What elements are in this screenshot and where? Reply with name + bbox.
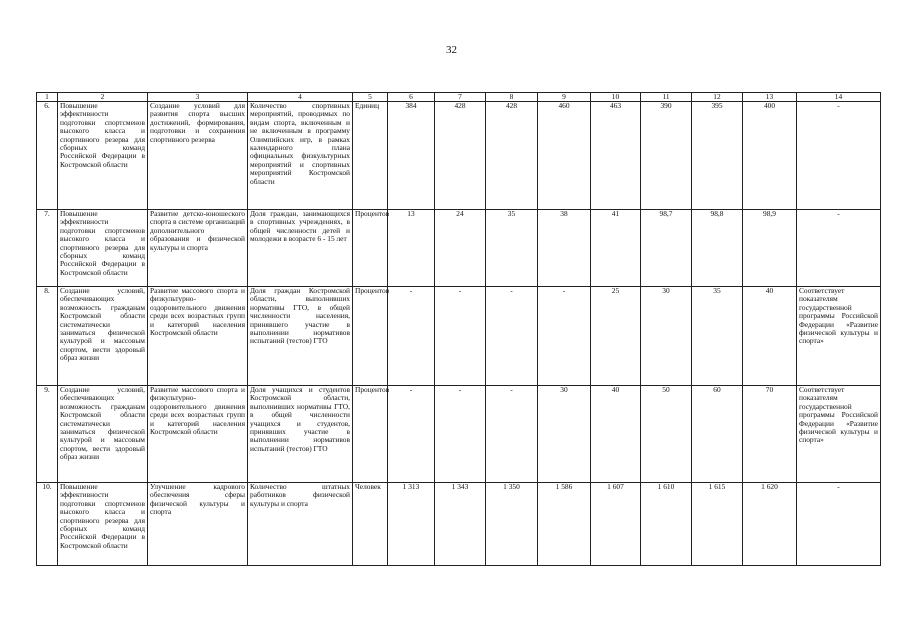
value-cell: - — [538, 287, 591, 386]
indicators-table — [36, 92, 881, 566]
value-cell: 98,8 — [692, 210, 743, 287]
note-cell: - — [797, 210, 881, 287]
goal-cell: Повышение эффективности подготовки спортсменов высокого класса и спортивного резерва для сборных команд Российской Федерации в Костромской области — [58, 210, 148, 287]
value-cell: - — [388, 386, 435, 483]
page-number: 32 — [446, 44, 457, 56]
value-cell: - — [435, 287, 486, 386]
value-cell: 400 — [743, 102, 797, 210]
header-cell: 1 — [37, 93, 58, 102]
task-cell: Развитие массового спорта и физкультурно-оздоровительного движения среди всех возрастных групп и категорий населения Костромской области — [148, 287, 248, 386]
indicator-cell: Количество спортивных мероприятий, проводимых по видам спорта, включенным и не включенным в программу Олимпийских игр, в рамках календарного плана официальных физкультурных мероприятий и спортивных мероприятий Костромской области — [248, 102, 353, 210]
table-row — [37, 102, 881, 210]
header-cell: 3 — [148, 93, 248, 102]
value-cell: 50 — [641, 386, 692, 483]
indicator-cell: Доля граждан, занимающихся в спортивных учреждениях, в общей численности детей и молодежи в возрасте 6 - 15 лет — [248, 210, 353, 287]
unit-cell: Процентов — [353, 287, 388, 386]
value-cell: 35 — [486, 210, 538, 287]
value-cell: 1 610 — [641, 483, 692, 566]
value-cell: 98,7 — [641, 210, 692, 287]
value-cell: 13 — [388, 210, 435, 287]
value-cell: 428 — [435, 102, 486, 210]
header-cell: 6 — [388, 93, 435, 102]
unit-cell: Человек — [353, 483, 388, 566]
value-cell: 1 615 — [692, 483, 743, 566]
header-cell: 2 — [58, 93, 148, 102]
header-cell: 11 — [641, 93, 692, 102]
value-cell: 35 — [692, 287, 743, 386]
row-number: 8. — [37, 287, 58, 386]
task-cell: Создание условий для развития спорта высших достижений, формирования, подготовки и сохранения спортивного резерва — [148, 102, 248, 210]
value-cell: 41 — [591, 210, 641, 287]
indicator-cell: Количество штатных работников физической культуры и спорта — [248, 483, 353, 566]
value-cell: 40 — [743, 287, 797, 386]
value-cell: 1 586 — [538, 483, 591, 566]
note-cell: - — [797, 483, 881, 566]
value-cell: 460 — [538, 102, 591, 210]
goal-cell: Создание условий, обеспечивающих возможность гражданам Костромской области систематически заниматься физической культурой и массовым спортом, вести здоровый образ жизни — [58, 287, 148, 386]
row-number: 7. — [37, 210, 58, 287]
header-cell: 13 — [743, 93, 797, 102]
goal-cell: Повышение эффективности подготовки спортсменов высокого класса и спортивного резерва для сборных команд Российской Федерации в Костромской области — [58, 483, 148, 566]
task-cell: Развитие массового спорта и физкультурно-оздоровительного движения среди всех возрастных групп и категорий населения Костромской области — [148, 386, 248, 483]
value-cell: 30 — [538, 386, 591, 483]
header-cell: 4 — [248, 93, 353, 102]
indicator-cell: Доля учащихся и студентов Костромской области, выполнивших нормативы ГТО, в общей численности учащихся и студентов, принявших участие в выполнении нормативов испытаний (тестов) ГТО — [248, 386, 353, 483]
table-row — [37, 287, 881, 386]
row-number: 10. — [37, 483, 58, 566]
value-cell: - — [486, 386, 538, 483]
value-cell: 25 — [591, 287, 641, 386]
value-cell: - — [486, 287, 538, 386]
indicator-cell: Доля граждан Костромской области, выполнивших нормативы ГТО, в общей численности населения, принявшего участие в выполнении нормативов испытаний (тестов) ГТО — [248, 287, 353, 386]
value-cell: 395 — [692, 102, 743, 210]
value-cell: - — [435, 386, 486, 483]
header-cell: 14 — [797, 93, 881, 102]
task-cell: Развитие детско-юношеского спорта в системе организаций дополнительного образования и физической культуры и спорта — [148, 210, 248, 287]
value-cell: 98,9 — [743, 210, 797, 287]
unit-cell: Процентов — [353, 210, 388, 287]
value-cell: - — [388, 287, 435, 386]
task-cell: Улучшение кадрового обеспечения сферы физической культуры и спорта — [148, 483, 248, 566]
value-cell: 24 — [435, 210, 486, 287]
value-cell: 463 — [591, 102, 641, 210]
value-cell: 40 — [591, 386, 641, 483]
row-number: 9. — [37, 386, 58, 483]
goal-cell: Повышение эффективности подготовки спортсменов высокого класса и спортивного резерва для сборных команд Российской Федерации в Костромской области — [58, 102, 148, 210]
value-cell: 1 343 — [435, 483, 486, 566]
table-row — [37, 210, 881, 287]
header-cell: 5 — [353, 93, 388, 102]
table-row — [37, 483, 881, 566]
value-cell: 384 — [388, 102, 435, 210]
note-cell: Соответствует показателям государственной программы Российской Федерации «Развитие физической культуры и спорта» — [797, 287, 881, 386]
value-cell: 1 313 — [388, 483, 435, 566]
goal-cell: Создание условий, обеспечивающих возможность гражданам Костромской области систематически заниматься физической культурой и массовым спортом, вести здоровый образ жизни — [58, 386, 148, 483]
table-row — [37, 386, 881, 483]
value-cell: 1 350 — [486, 483, 538, 566]
unit-cell: Единиц — [353, 102, 388, 210]
value-cell: 30 — [641, 287, 692, 386]
note-cell: - — [797, 102, 881, 210]
value-cell: 1 620 — [743, 483, 797, 566]
note-cell: Соответствует показателям государственной программы Российской Федерации «Развитие физической культуры и спорта» — [797, 386, 881, 483]
header-cell: 8 — [486, 93, 538, 102]
value-cell: 390 — [641, 102, 692, 210]
value-cell: 60 — [692, 386, 743, 483]
header-cell: 7 — [435, 93, 486, 102]
unit-cell: Процентов — [353, 386, 388, 483]
header-cell: 12 — [692, 93, 743, 102]
header-cell: 10 — [591, 93, 641, 102]
value-cell: 38 — [538, 210, 591, 287]
row-number: 6. — [37, 102, 58, 210]
value-cell: 428 — [486, 102, 538, 210]
value-cell: 70 — [743, 386, 797, 483]
value-cell: 1 607 — [591, 483, 641, 566]
header-cell: 9 — [538, 93, 591, 102]
